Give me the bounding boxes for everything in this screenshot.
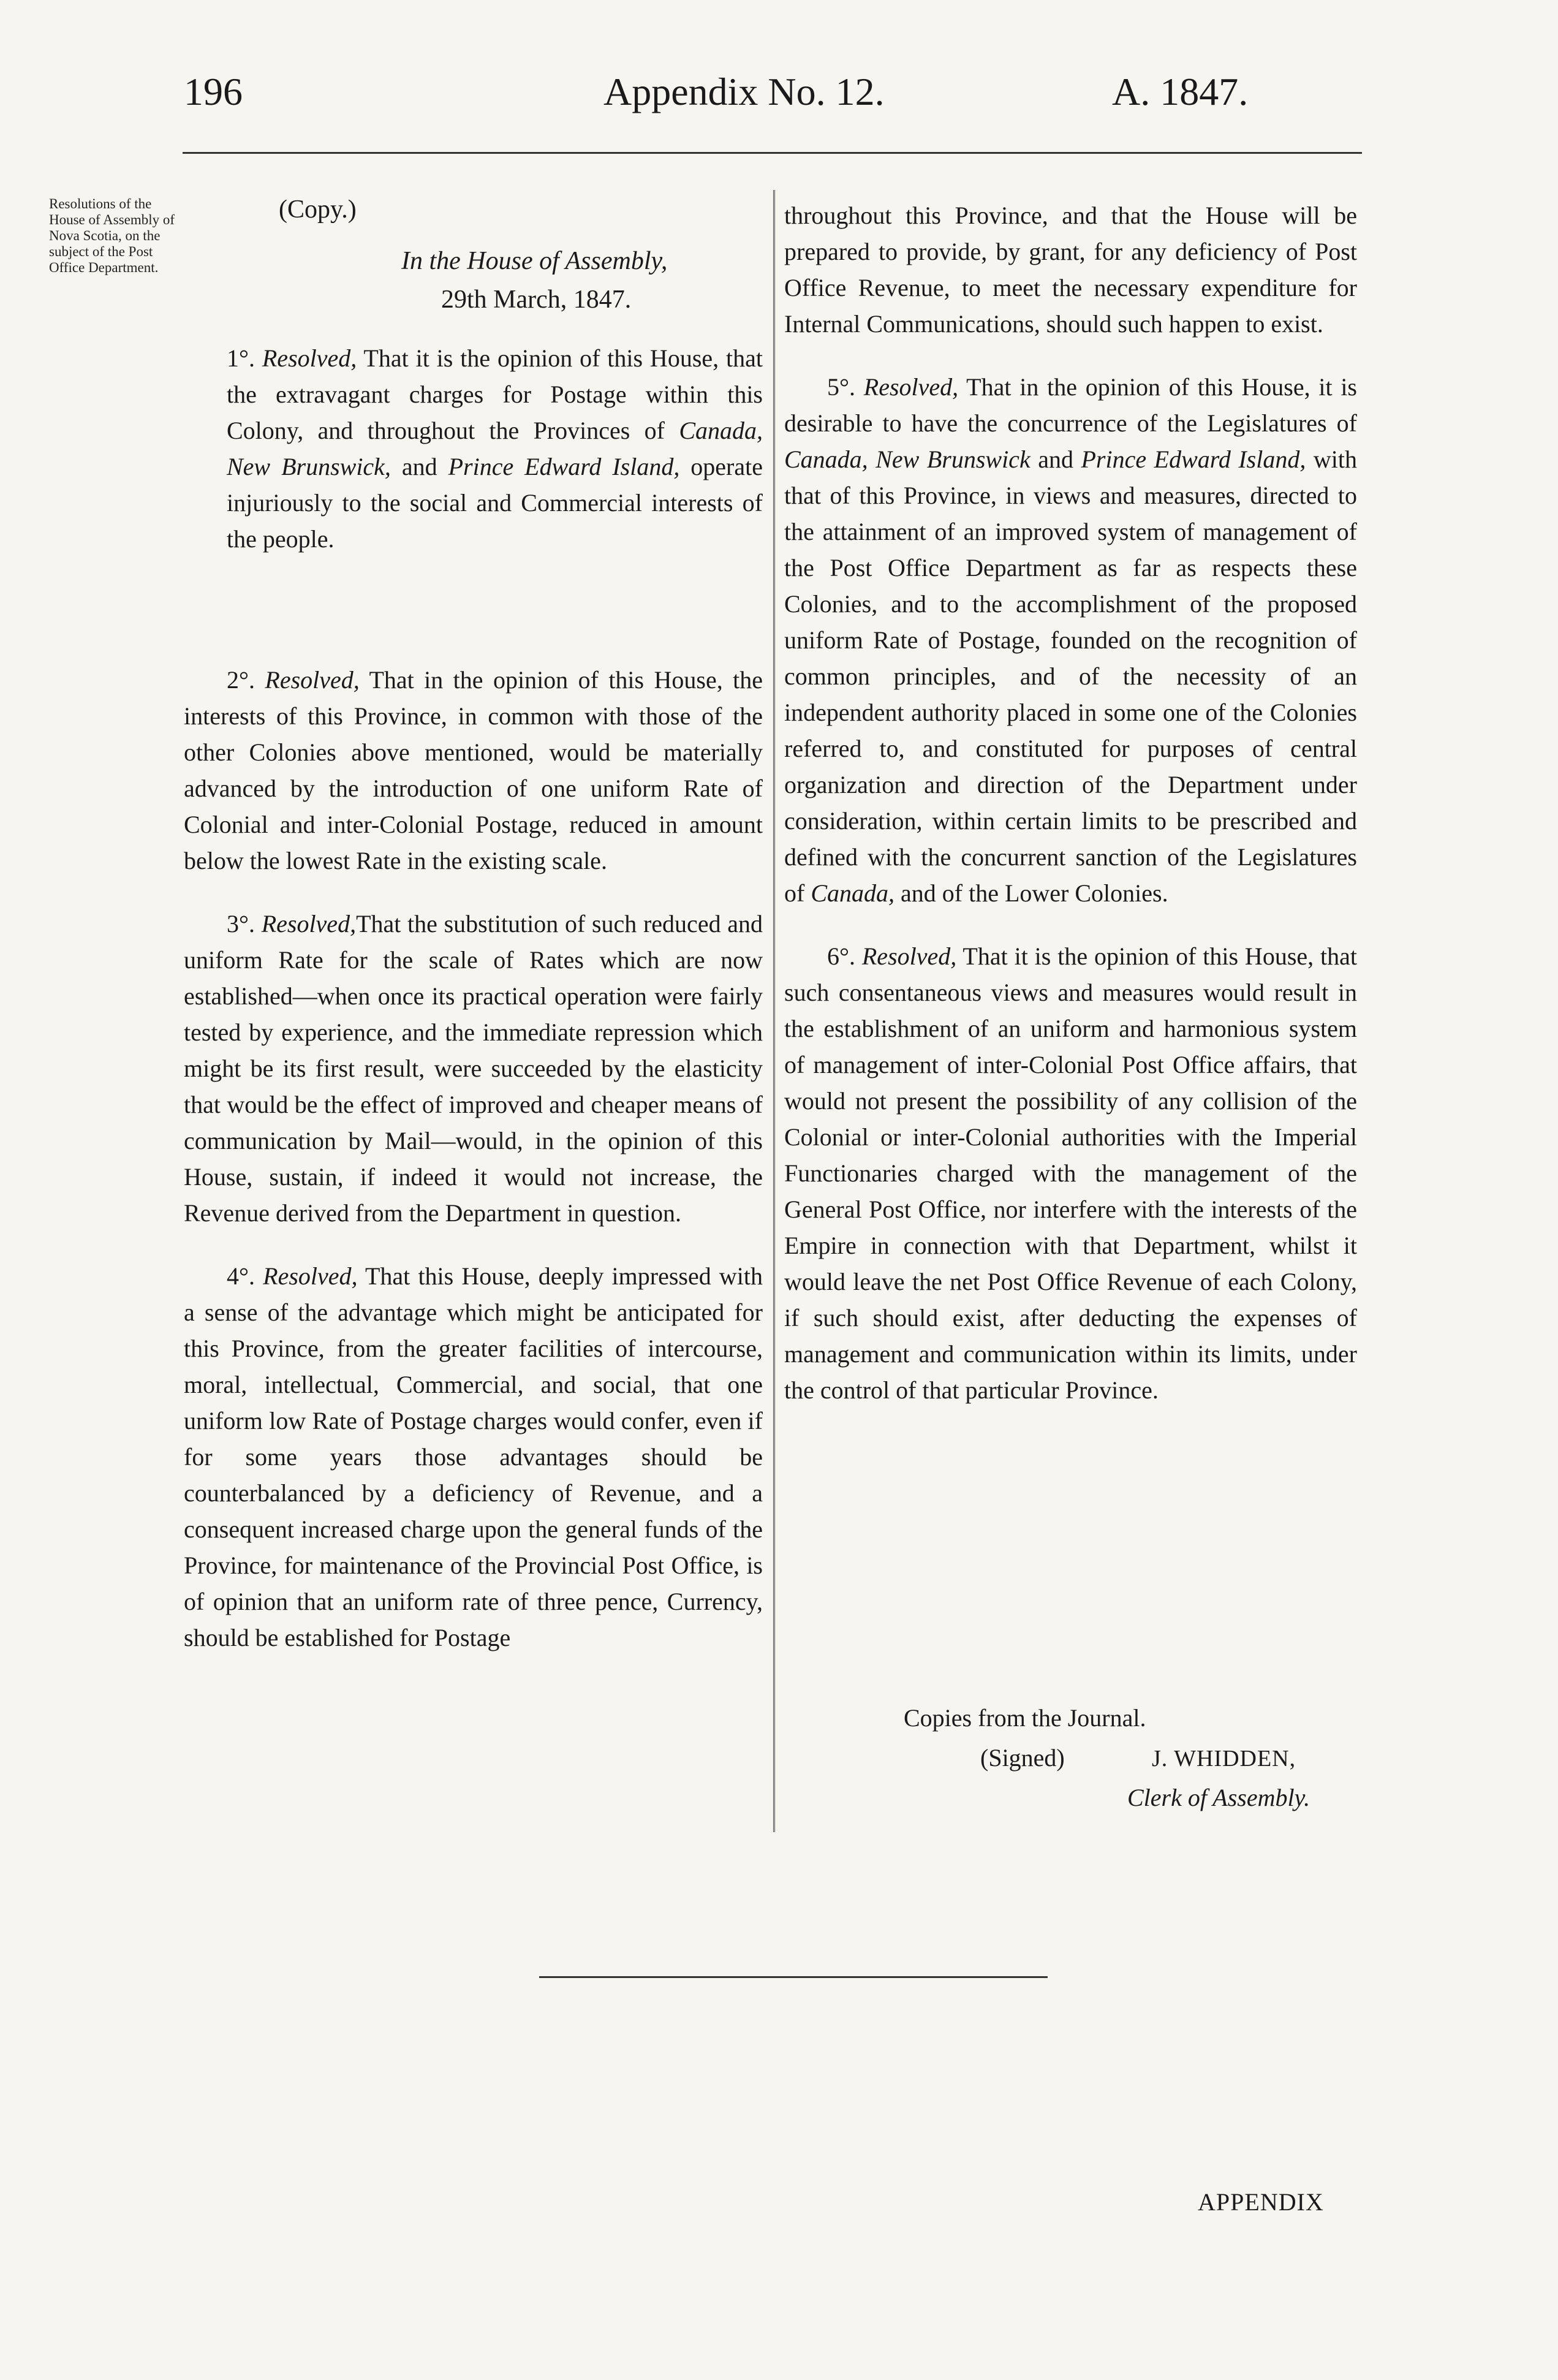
right-column <box>784 197 1357 1408</box>
header-rule <box>183 152 1362 154</box>
page-title: Appendix No. 12. <box>603 70 885 113</box>
resolution-2 <box>184 662 763 879</box>
resolution-number: 4°. <box>227 1262 263 1290</box>
resolution-text: operate injuriously to the social and Commercial interests of the people. <box>227 453 763 553</box>
resolution-text: That this House, deeply impressed with a sense of the advantage which might be anticipated for this Province, from the greater facilities of intercourse, moral, intellectual, Commercial, and social, that one uniform low Rate of Postage charges would confer, even if for some years those advantages should be counterbalanced by a deficiency of Revenue, and a consequent increased charge upon the general funds of the Province, for maintenance of the Provincial Post Office, is of opinion that an uniform rate of three pence, Currency, should be established for Postage <box>184 1262 763 1651</box>
resolution-text: and <box>1030 445 1081 473</box>
copy-label: (Copy.) <box>279 195 357 224</box>
resolution-3 <box>184 906 763 1231</box>
resolution-text: That in the opinion of this House, the interests of this Province, in common with those of the other Colonies above mentioned, would be materially advanced by the introduction of one uniform Rate of Colonial and inter-Colonial Postage, reduced in amount below the lowest Rate in the existing scale. <box>184 666 763 874</box>
left-column <box>184 484 763 1656</box>
signer-title: Clerk of Assembly. <box>1127 1784 1310 1811</box>
resolved-word: Resolved, <box>261 910 357 938</box>
province-names: Canada, <box>811 879 895 907</box>
attestation: Copies from the Journal. <box>904 1704 1146 1732</box>
signer-name: J. WHIDDEN, <box>1152 1746 1296 1772</box>
house-line: In the House of Assembly, <box>401 247 668 275</box>
province-names: Canada, New Brunswick, <box>227 417 763 480</box>
resolved-word: Resolved, <box>265 666 360 694</box>
date-line: 29th March, 1847. <box>441 286 632 314</box>
column-divider <box>773 190 775 1832</box>
resolution-4-continuation: throughout this Province, and that the House will be prepared to provide, by grant, for any deficiency of Post Office Revenue, to meet the necessary expenditure for Internal Communications, should such happen to exist. <box>784 202 1357 338</box>
resolution-number: 6°. <box>827 942 862 970</box>
footer-rule <box>539 1976 1048 1978</box>
catchword: APPENDIX <box>1198 2188 1324 2216</box>
resolution-4 <box>184 1258 763 1656</box>
resolution-number: 2°. <box>227 666 265 694</box>
page-year: A. 1847. <box>1112 70 1249 113</box>
resolution-5 <box>784 369 1357 911</box>
resolved-word: Resolved, <box>263 1262 358 1290</box>
resolution-text: with that of this Province, in views and measures, directed to the attainment of an improved system of management of the Post Office Department as far as respects these Colonies, and to the accomplishment of the proposed uniform Rate of Postage, founded on the recognition of common principles, and of the necessity of an independent authority placed in some one of the Colonies referred to, and constituted for purposes of central organization and direction of the Department under consideration, within certain limits to be prescribed and defined with the concurrent sanction of the Legislatures of <box>784 445 1357 907</box>
resolution-text: That the substitution of such reduced and uniform Rate for the scale of Rates which are now established—when once its practical operation were fairly tested by experience, and the immediate repression which might be its first result, were succeeded by the elasticity that would be the effect of improved and cheaper means of communication by Mail—would, in the opinion of this House, sustain, if indeed it would not increase, the Revenue derived from the Department in question. <box>184 910 763 1227</box>
province-names: Prince Edward Island, <box>448 453 680 480</box>
resolution-number: 3°. <box>227 910 262 938</box>
resolved-word: Resolved, <box>861 942 957 970</box>
signed-label: (Signed) <box>980 1744 1065 1772</box>
province-names: Canada, New Brunswick <box>784 445 1030 473</box>
province-names: Prince Edward Island, <box>1081 445 1306 473</box>
resolution-text: That it is the opinion of this House, that the extravagant charges for Postage within this Colony, and throughout the Provinces of <box>227 344 763 444</box>
resolution-6 <box>784 938 1357 1408</box>
resolution-text: and <box>390 453 448 480</box>
resolution-text: That it is the opinion of this House, that such consentaneous views and measures would result in the establishment of an uniform and harmonious system of management of inter-Colonial Post Office affairs, that would not present the possibility of any collision of the Colonial or inter-Colonial authorities with the Imperial Functionaries charged with the management of the General Post Office, nor interfere with the interests of the Empire in connection with that Department, whilst it would leave the net Post Office Revenue of each Colony, if such should exist, after deducting the expenses of management and communication within its limits, under the control of that particular Province. <box>784 942 1357 1404</box>
resolved-word: Resolved, <box>262 344 357 372</box>
resolved-word: Resolved, <box>863 373 959 401</box>
resolution-number: 5°. <box>827 373 864 401</box>
page-number: 196 <box>184 70 243 113</box>
resolution-text: That in the opinion of this House, it is desirable to have the concurrence of the Legislatures of <box>784 373 1358 437</box>
resolution-number: 1°. <box>227 344 262 372</box>
margin-note: Resolutions of the House of Assembly of Nova Scotia, on the subject of the Post Office Department. <box>49 196 175 275</box>
resolution-text: and of the Lower Colonies. <box>894 879 1168 907</box>
